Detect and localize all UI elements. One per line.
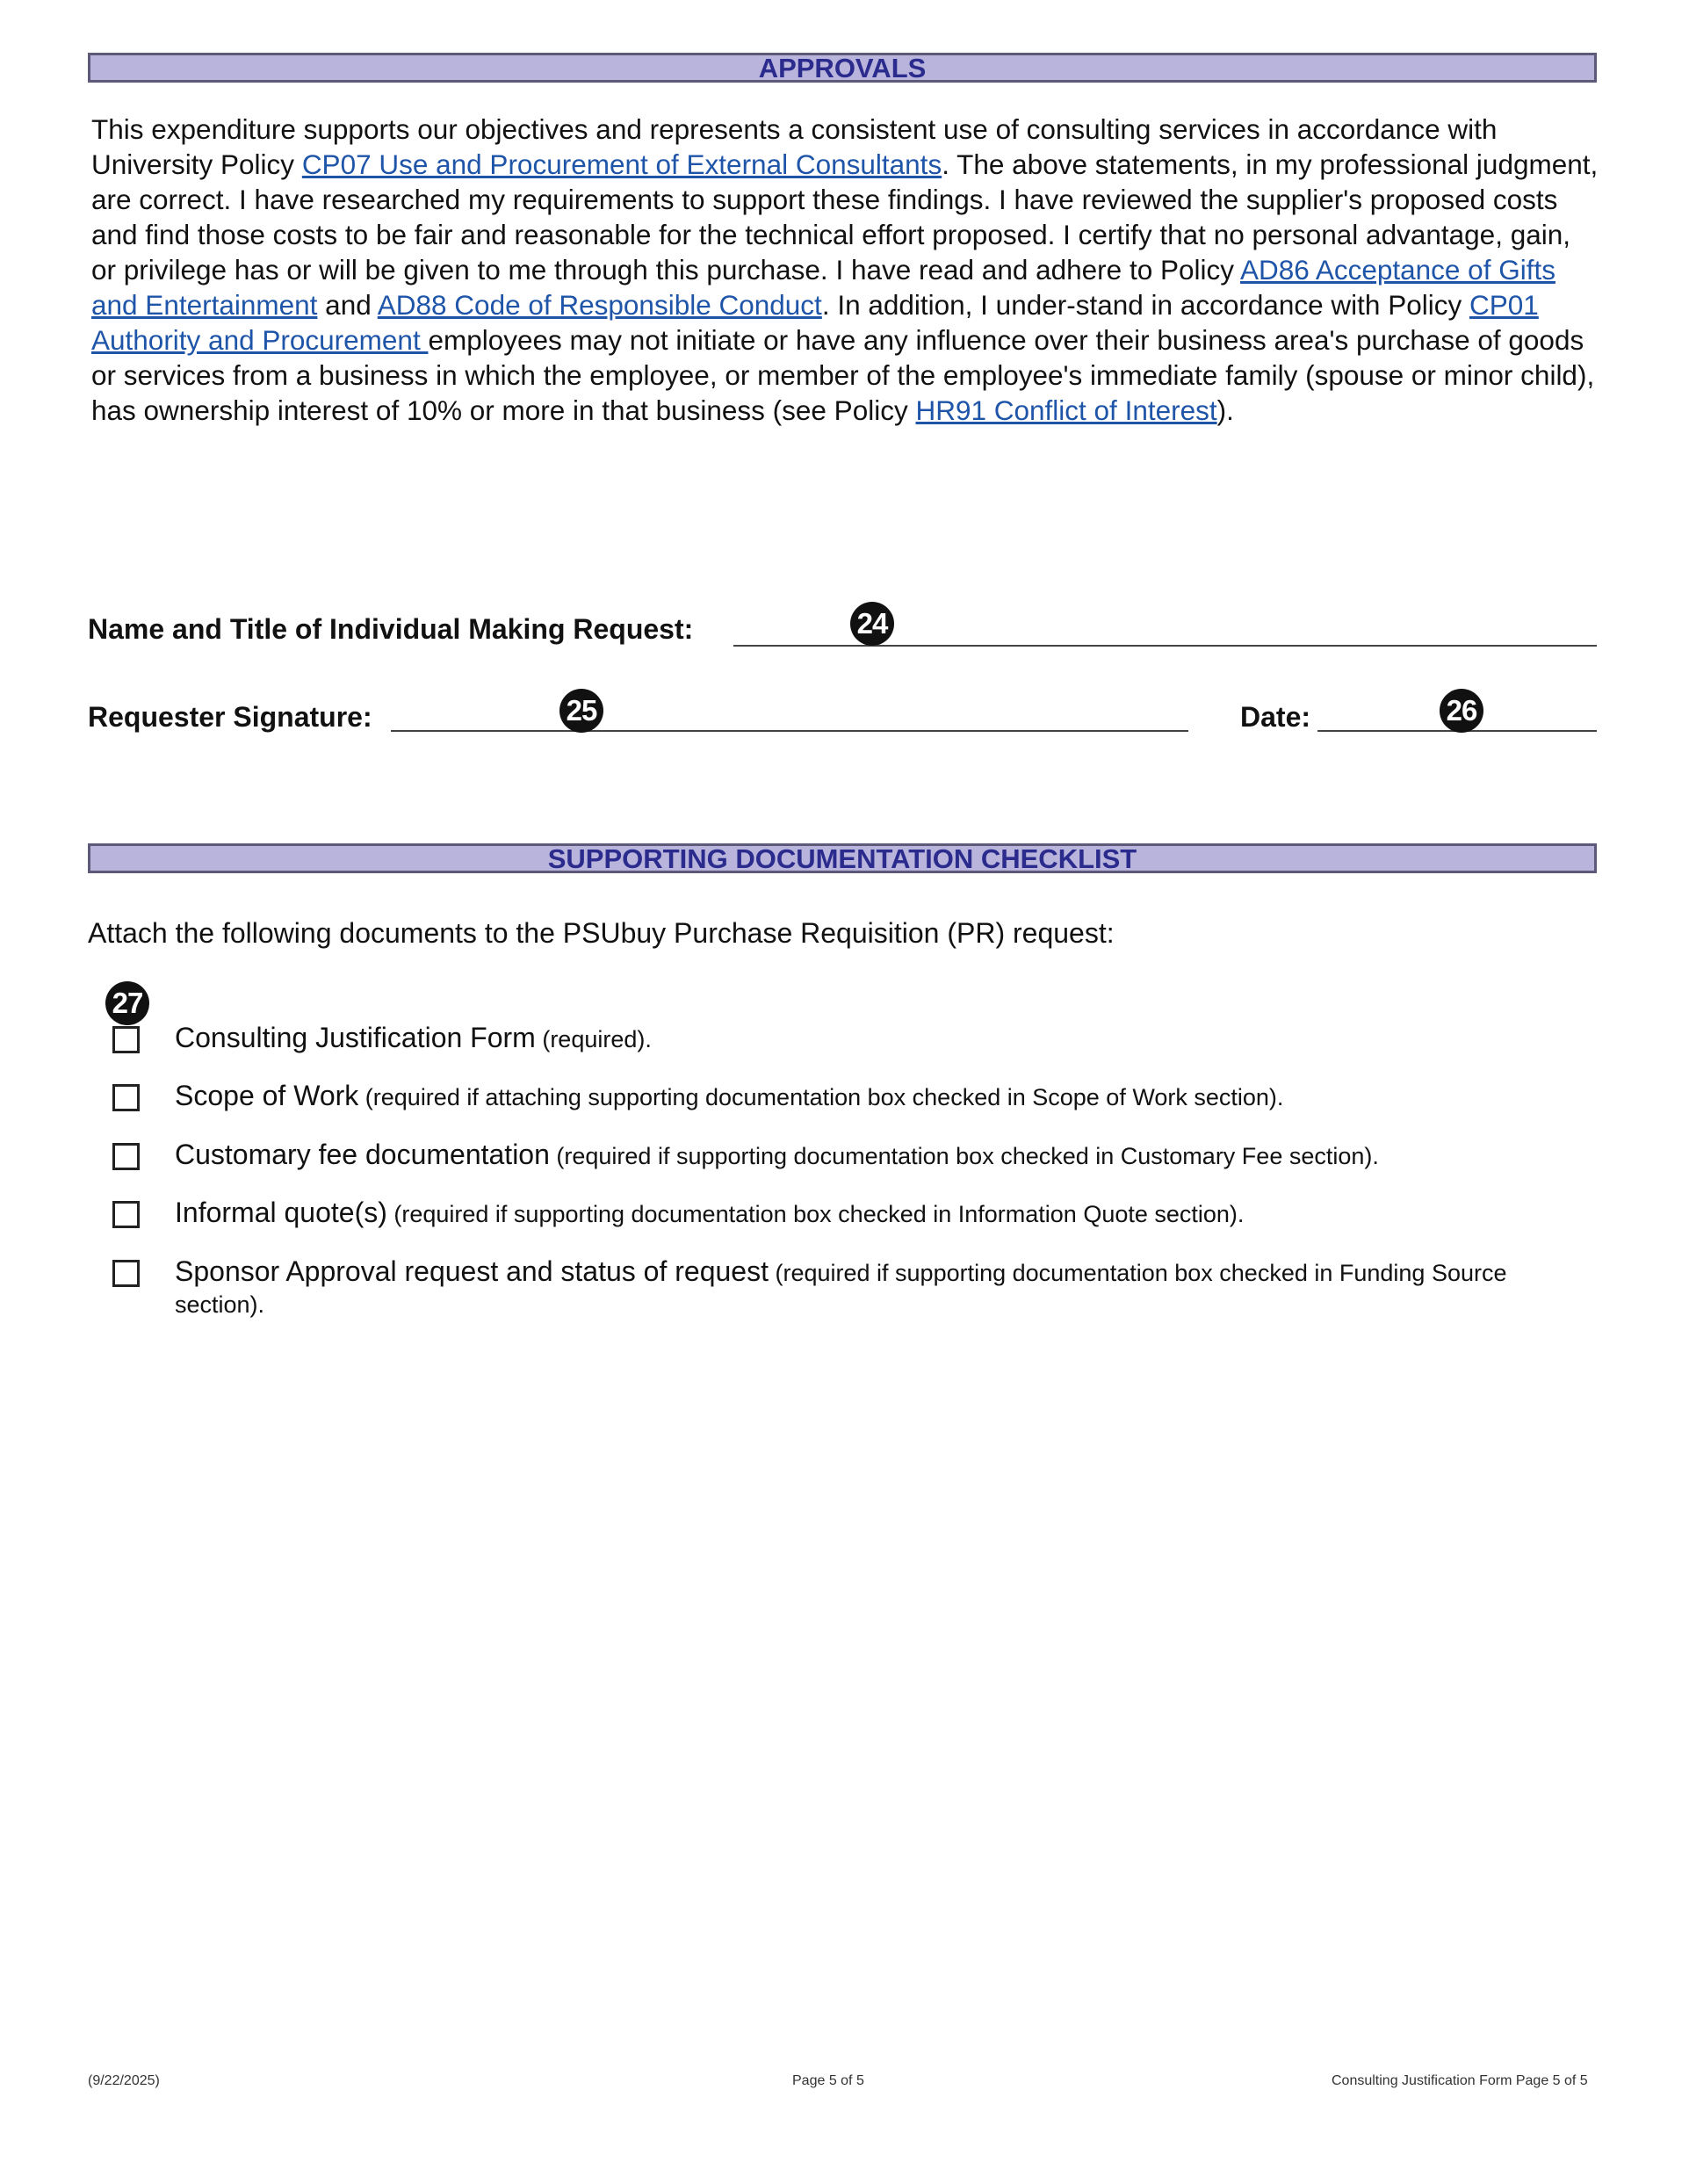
checklist-item-note: (required if supporting documentation box checked in Funding Source section). (175, 1260, 1507, 1318)
checklist-checkbox[interactable] (112, 1084, 140, 1111)
statement-text: employees may not initiate or have any influence over their business area's purchase of goods or services from a business in which the employee, or member of the employee's immediate family (spouse or minor child), has ownership interest of 10% or more in that business (see Policy (91, 324, 1595, 426)
checklist-intro: Attach the following documents to the PSUbuy Purchase Requisition (PR) request: (88, 917, 1115, 949)
statement-text: . In addition, I under-stand in accordance with Policy (821, 289, 1469, 321)
field-number-badge: 26 (1440, 689, 1483, 733)
field-number-badge: 24 (850, 602, 894, 646)
checklist-item-text (175, 1023, 1563, 1054)
policy-link-cp07[interactable]: CP07 Use and Procurement of External Consultants (301, 148, 942, 180)
checklist-item-note: (required). (535, 1026, 652, 1052)
checklist-item-note: (required if supporting documentation box checked in Information Quote section). (386, 1201, 1245, 1227)
checklist-item-label: Scope of Work (175, 1080, 359, 1111)
name-title-label: Name and Title of Individual Making Request: (88, 613, 694, 645)
checklist-checkbox[interactable] (112, 1201, 140, 1228)
signature-field[interactable] (391, 730, 1188, 732)
footer-page-number: Page 5 of 5 (792, 2073, 864, 2088)
policy-link-ad86[interactable]: AD86 Acceptance of Gifts and Entertainment (91, 254, 1555, 321)
name-title-field[interactable] (733, 645, 1597, 647)
policy-link-hr91[interactable]: HR91 Conflict of Interest (915, 394, 1217, 426)
checklist-item-text (175, 1256, 1563, 1320)
checklist-item-text (175, 1197, 1563, 1229)
footer-form-title: Consulting Justification Form Page 5 of 5 (1332, 2073, 1588, 2088)
checklist-item-text (175, 1081, 1563, 1112)
approvals-statement (91, 112, 1600, 428)
checklist-checkbox[interactable] (112, 1143, 140, 1170)
statement-text: and (317, 289, 378, 321)
checklist-checkbox[interactable] (112, 1026, 140, 1053)
policy-link-cp01[interactable]: CP01 Authority and Procurement (91, 289, 1539, 356)
statement-text: This expenditure supports our objectives and represents a consistent use of consulting services in accordance with University Policy (91, 113, 1498, 180)
policy-link-ad88[interactable]: AD88 Code of Responsible Conduct (377, 289, 822, 321)
date-label: Date: (1240, 701, 1311, 733)
checklist-item-label: Consulting Justification Form (175, 1022, 536, 1053)
field-number-badge: 25 (559, 689, 603, 733)
checklist-checkbox[interactable] (112, 1260, 140, 1287)
checklist-item-note: (required if supporting documentation box checked in Customary Fee section). (549, 1143, 1379, 1169)
signature-label: Requester Signature: (88, 701, 372, 733)
checklist-item-label: Sponsor Approval request and status of request (175, 1255, 769, 1287)
approvals-header: APPROVALS (88, 53, 1597, 83)
checklist-header: SUPPORTING DOCUMENTATION CHECKLIST (88, 843, 1597, 873)
checklist-item-label: Customary fee documentation (175, 1139, 550, 1170)
statement-text: . The above statements, in my professional judgment, are correct. I have researched my requirements to support these findings. I have reviewed the supplier's proposed costs and find those costs to be fair and reasonable for the technical effort proposed. I certify that no personal advantage, gain, or privilege has or will be given to me through this purchase. I have read and adhere to Policy (91, 148, 1599, 286)
checklist-item-text (175, 1139, 1563, 1171)
checklist-item-label: Informal quote(s) (175, 1197, 387, 1228)
statement-text: ). (1216, 394, 1234, 426)
checklist-item-note: (required if attaching supporting documentation box checked in Scope of Work section). (358, 1084, 1284, 1110)
field-number-badge: 27 (105, 981, 149, 1025)
footer-date: (9/22/2025) (88, 2073, 160, 2088)
